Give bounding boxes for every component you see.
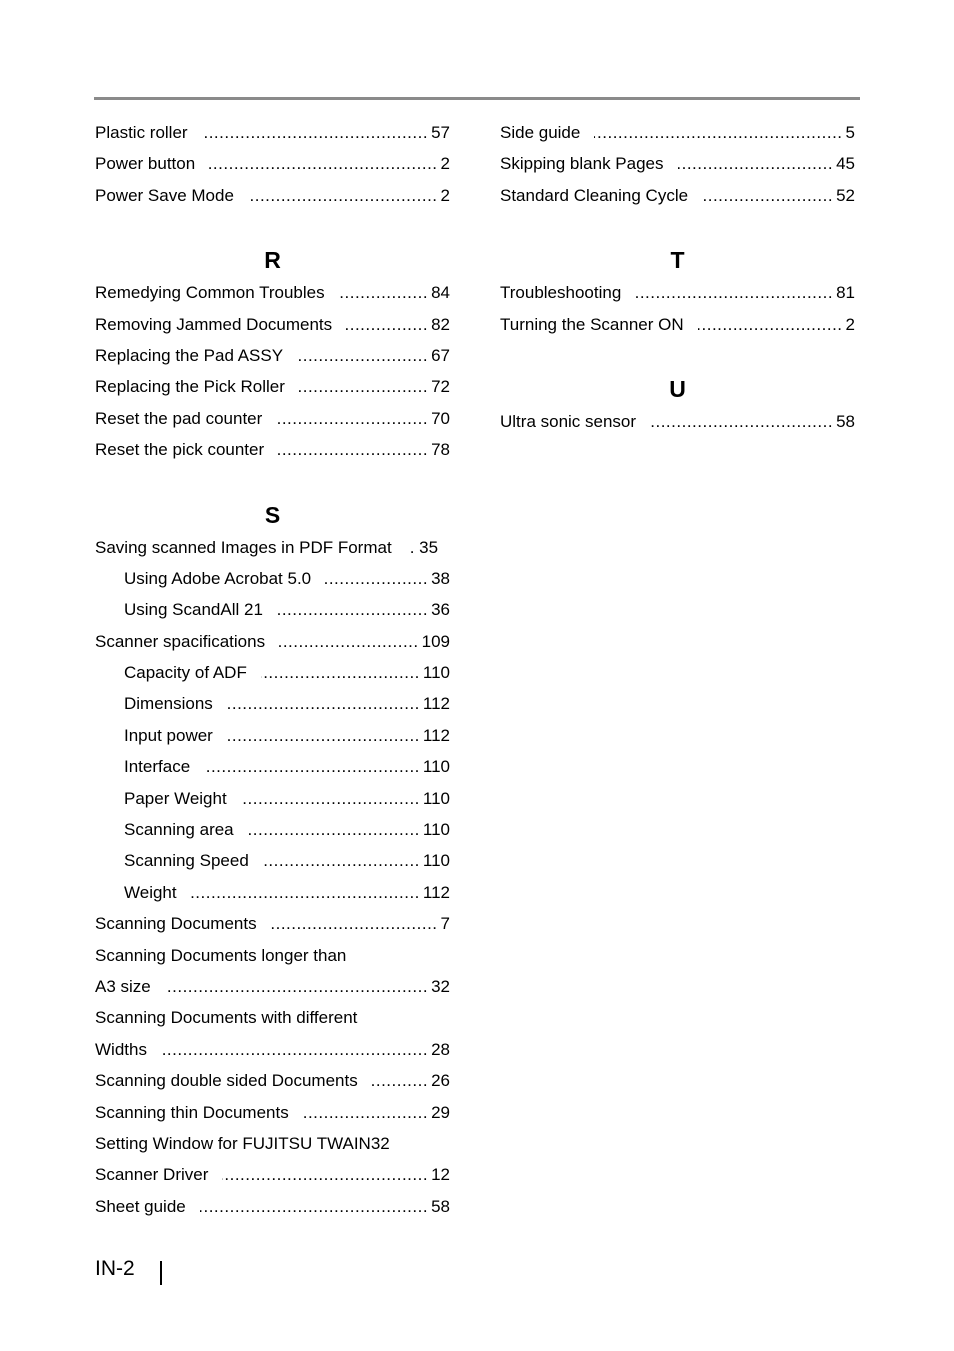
index-column-right (500, 117, 855, 437)
index-entry[interactable]: Scanning thin Documents ..... 29 (95, 1097, 450, 1128)
index-subentry[interactable]: Using Adobe Acrobat 5.0 ..... 38 (95, 563, 450, 594)
index-entry[interactable]: Removing Jammed Documents ..... 82 (95, 309, 450, 340)
index-entry[interactable]: Scanning double sided Documents ..... 26 (95, 1065, 450, 1096)
index-entry[interactable]: Saving scanned Images in PDF Format . 35 (95, 537, 439, 557)
index-entry[interactable]: Setting Window for FUJITSU TWAIN32 (95, 1133, 390, 1153)
index-subentry[interactable]: Scanning area ..... 110 (95, 814, 450, 845)
index-entry[interactable]: Reset the pad counter ..... 70 (95, 403, 450, 434)
index-subentry[interactable]: Weight ..... 112 (95, 877, 450, 908)
index-entry[interactable]: Side guide ..... 5 (500, 117, 855, 148)
index-letter-heading: R (264, 247, 281, 274)
index-entry[interactable]: Power button ..... 2 (95, 148, 450, 179)
index-entry[interactable]: Remedying Common Troubles ..... 84 (95, 277, 450, 308)
top-rule (94, 97, 860, 100)
index-letter-heading: T (670, 247, 685, 274)
index-entry[interactable]: Reset the pick counter ..... 78 (95, 434, 450, 465)
index-subentry[interactable]: Using ScandAll 21 ..... 36 (95, 594, 450, 625)
page-number: IN-2 (95, 1257, 135, 1280)
index-entry[interactable]: Power Save Mode ..... 2 (95, 180, 450, 211)
footer-divider (160, 1261, 162, 1285)
index-entry[interactable]: Ultra sonic sensor ..... 58 (500, 406, 855, 437)
index-entry[interactable]: Scanning Documents with different (95, 1008, 358, 1028)
index-subentry[interactable]: Input power ..... 112 (95, 720, 450, 751)
index-subentry[interactable]: Capacity of ADF ..... 110 (95, 657, 450, 688)
index-entry[interactable]: Replacing the Pad ASSY ..... 67 (95, 340, 450, 371)
index-entry[interactable]: A3 size ..... 32 (95, 971, 450, 1002)
index-entry[interactable]: Replacing the Pick Roller ..... 72 (95, 371, 450, 402)
index-column-left (95, 117, 450, 1222)
index-subentry[interactable]: Paper Weight ..... 110 (95, 783, 450, 814)
index-entry[interactable]: Troubleshooting ..... 81 (500, 277, 855, 308)
index-letter-heading: S (264, 501, 281, 528)
index-subentry[interactable]: Scanning Speed ..... 110 (95, 845, 450, 876)
index-entry[interactable]: Scanning Documents ..... 7 (95, 908, 450, 939)
index-entry[interactable]: Scanning Documents longer than (95, 945, 347, 965)
index-entry[interactable]: Widths ..... 28 (95, 1034, 450, 1065)
index-entry[interactable]: Plastic roller ..... 57 (95, 117, 450, 148)
index-subentry[interactable]: Dimensions ..... 112 (95, 688, 450, 719)
index-entry[interactable]: Sheet guide ..... 58 (95, 1191, 450, 1222)
index-entry[interactable]: Turning the Scanner ON ..... 2 (500, 309, 855, 340)
index-entry[interactable]: Skipping blank Pages ..... 45 (500, 148, 855, 179)
index-letter-heading: U (669, 375, 686, 402)
index-subentry[interactable]: Interface ..... 110 (95, 751, 450, 782)
index-entry[interactable]: Scanner spacifications ..... 109 (95, 626, 450, 657)
index-entry[interactable]: Standard Cleaning Cycle ..... 52 (500, 180, 855, 211)
index-entry[interactable]: Scanner Driver ..... 12 (95, 1159, 450, 1190)
